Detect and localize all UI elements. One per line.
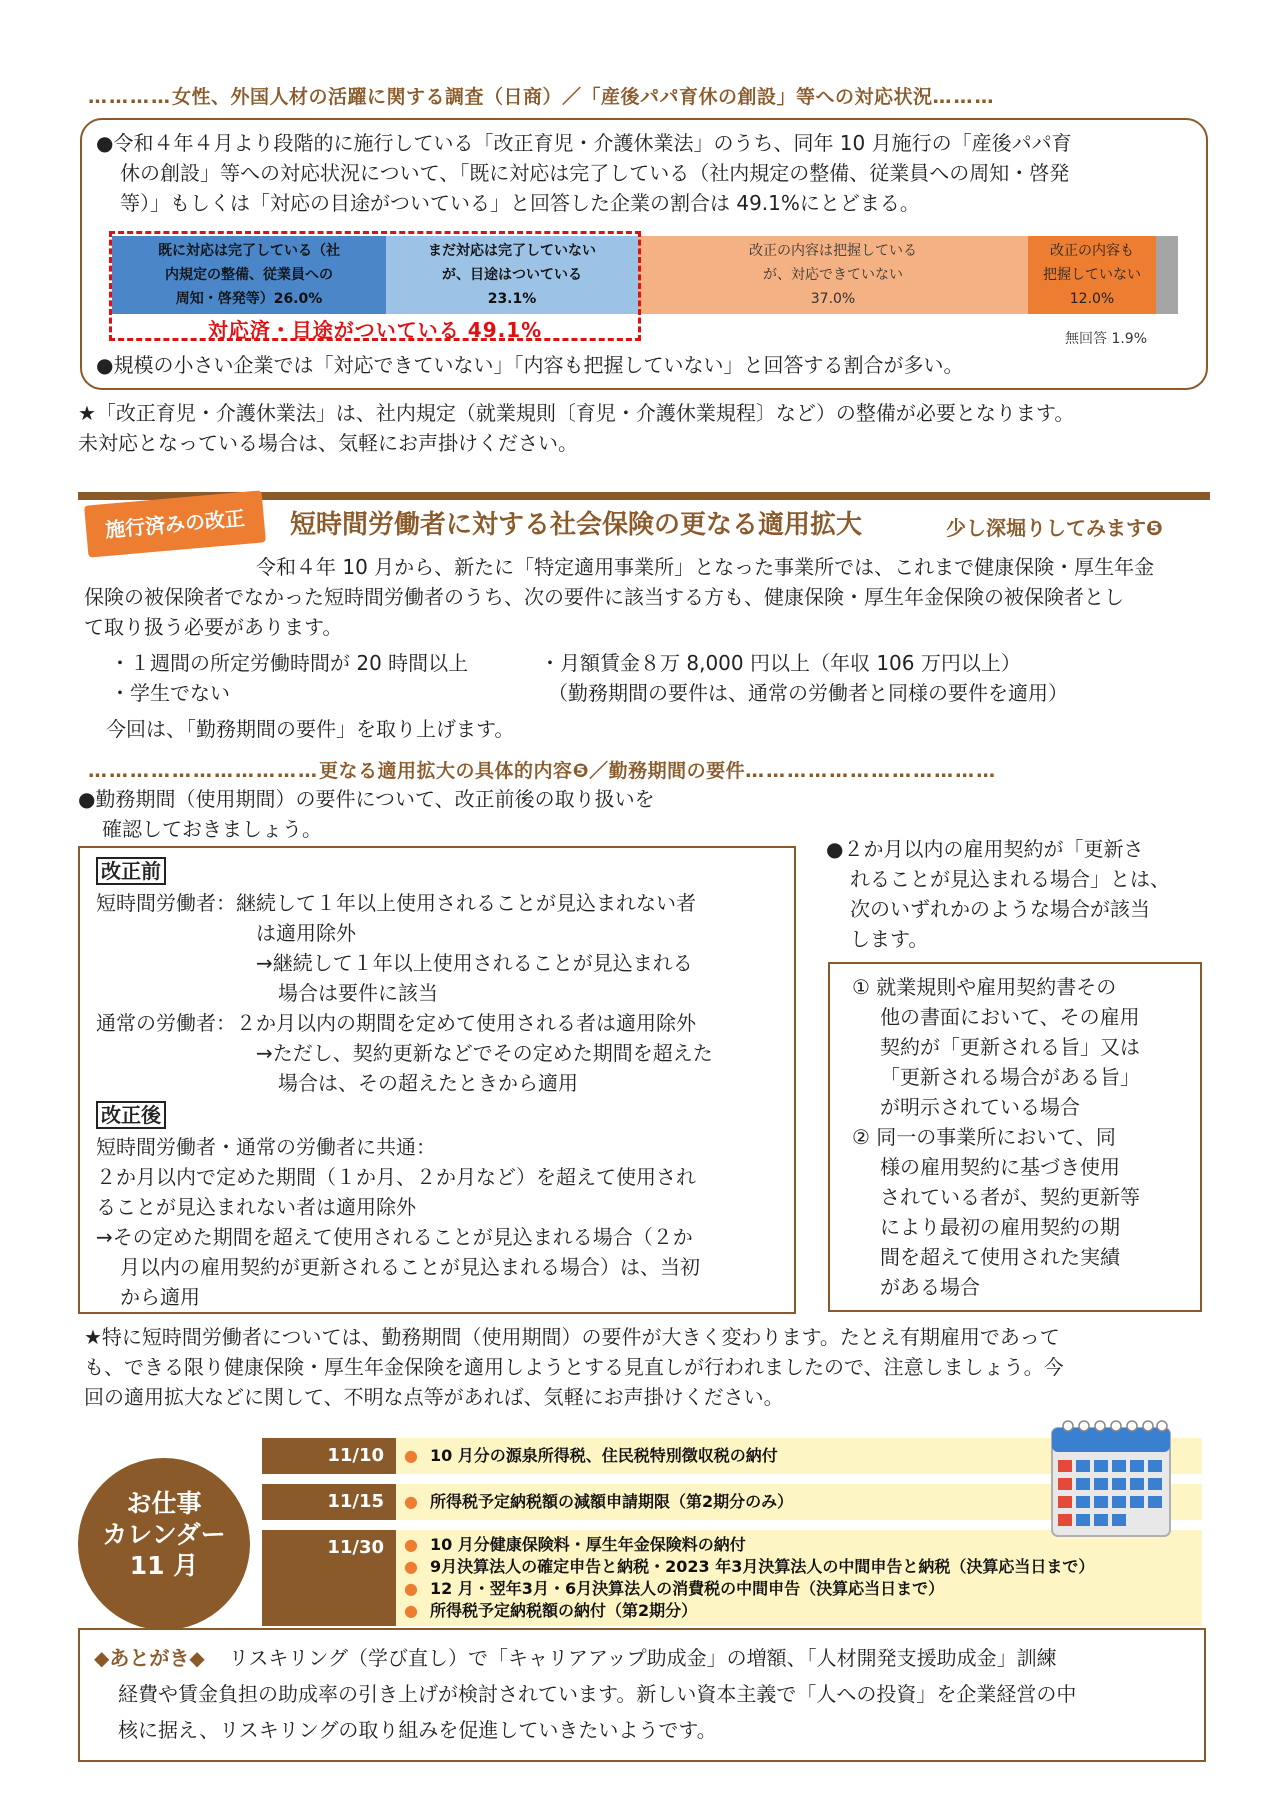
segment-label: 周知・啓発等）26.0% [175, 291, 323, 307]
segment-label: が、対応できていない [763, 267, 903, 283]
bullet-icon: ● [404, 1535, 418, 1554]
afterword-line: リスキリング（学び直し）で「キャリアアップ助成金」の増額、「人材開発支援助成金」訓練 [228, 1646, 1057, 1670]
star-note-line: も、できる限り健康保険・厚生年金保険を適用しようとする見直しが行われましたので、注意しましょう。今 [84, 1355, 1064, 1379]
body-line: 令和４年 10 月から、新たに「特定適用事業所」となった事業所では、これまで健康保険・厚生年金 [256, 555, 1155, 579]
before-after-content [96, 856, 786, 1312]
segment-label: 12.0% [1069, 291, 1115, 307]
star-note-line: 回の適用拡大などに関して、不明な点等があれば、気軽にお声掛けください。 [84, 1385, 784, 1409]
calendar-date: 11/15 [262, 1484, 396, 1520]
calendar-item: 所得税予定納税額の減額申請期限（第2期分のみ） [429, 1492, 794, 1511]
case-line: がある場合 [880, 1275, 980, 1299]
after-label: 改正後 [96, 1101, 166, 1129]
survey-footer-note: ●規模の小さい企業では「対応できていない」「内容も把握していない」と回答する割合が多い。 [96, 353, 964, 377]
after-line: ることが見込まれない者は適用除外 [96, 1195, 416, 1219]
dots-left: …………………………… [88, 760, 319, 782]
dots-right: ……… [932, 86, 996, 108]
segment-label: 改正の内容は把握している [749, 243, 917, 259]
segment-label: 把握していない [1043, 267, 1141, 283]
detail-intro-line: 確認しておきましょう。 [102, 817, 322, 841]
dots-left: ………… [88, 86, 172, 108]
calendar-row [396, 1530, 1202, 1626]
detail-intro-line: ●勤務期間（使用期間）の要件について、改正前後の取り扱いを [78, 787, 655, 811]
case-line: が明示されている場合 [880, 1095, 1080, 1119]
star-note-line: ★特に短時間労働者については、勤務期間（使用期間）の要件が大きく変わります。たとえ有期雇用であって [84, 1325, 1060, 1349]
requirements-left [110, 648, 468, 708]
before-line: 場合は要件に該当 [278, 981, 438, 1005]
requirement-item: ・月額賃金８万 8,000 円以上（年収 106 万円以上） [540, 651, 1021, 675]
case-line: 他の書面において、その雇用 [880, 1005, 1140, 1029]
section-subtitle: 少し深堀りしてみます❺ [946, 516, 1163, 540]
case-line: 様の雇用契約に基づき使用 [880, 1155, 1120, 1179]
survey-heading-text: 女性、外国人材の活躍に関する調査（日商）／「産後パパ育休の創設」等への対応状況 [172, 86, 933, 108]
case-line: されている者が、契約更新等 [880, 1185, 1140, 1209]
segment-label: が、目途はついている [442, 267, 582, 283]
bullet-icon: ● [404, 1446, 418, 1465]
body-line: て取り扱う必要があります。 [84, 615, 343, 639]
side-intro-line: れることが見込まれる場合」とは、 [850, 867, 1170, 891]
star-note-line: 未対応となっている場合は、気軽にお声掛けください。 [78, 431, 578, 455]
survey-heading [88, 82, 996, 109]
afterword-content [94, 1640, 1194, 1748]
highlight-label: 対応済・目途がついている 49.1% [207, 318, 543, 342]
calendar-item: 9月決算法人の確定申告と納税・2023 年3月決算法人の中間申告と納税（決算応当日まで） [429, 1557, 1095, 1576]
survey-intro [96, 128, 1196, 218]
calendar-title-badge [78, 1458, 250, 1630]
star-note-2 [84, 1322, 1214, 1412]
segment-label: 改正の内容も [1050, 243, 1134, 259]
afterword-label: ◆あとがき◆ [94, 1646, 205, 1670]
no-answer-label: 無回答 1.9% [1065, 331, 1148, 347]
side-cases [852, 972, 1192, 1302]
calendar-icon [1046, 1410, 1176, 1540]
after-line: 月以内の雇用契約が更新されることが見込まれる場合）は、当初 [120, 1255, 700, 1279]
section2-closing: 今回は、「勤務期間の要件」を取り上げます。 [106, 717, 515, 741]
calendar-item: 12 月・翌年3月・6月決算法人の消費税の中間申告（決算応当日まで） [429, 1579, 945, 1598]
before-line: →継続して１年以上使用されることが見込まれる [256, 951, 693, 975]
case-line: 「更新される場合がある旨」 [880, 1065, 1140, 1089]
requirement-item: （勤務期間の要件は、通常の労働者と同様の要件を適用） [548, 681, 1068, 705]
calendar-title-line: カレンダー [102, 1520, 226, 1549]
segment-label: 既に対応は完了している（社 [158, 243, 340, 259]
bullet-icon: ● [404, 1579, 418, 1598]
section-title: 短時間労働者に対する社会保険の更なる適用拡大 [290, 510, 863, 540]
case-line: により最初の雇用契約の期 [880, 1215, 1120, 1239]
segment-label: 37.0% [810, 291, 856, 307]
before-line: 場合は、その超えたときから適用 [278, 1071, 578, 1095]
requirements-right [540, 648, 1068, 708]
side-intro-line: します。 [850, 927, 929, 951]
before-line: は適用除外 [256, 921, 356, 945]
bullet-icon: ● [404, 1492, 418, 1511]
before-label: 改正前 [96, 857, 166, 885]
bullet-icon: ● [404, 1557, 418, 1576]
star-note-line: ★「改正育児・介護休業法」は、社内規定（就業規則〔育児・介護休業規程〕など）の整備が必要となります。 [78, 401, 1075, 425]
survey-intro-line: 休の創設」等への対応状況について、「既に対応は完了している（社内規定の整備、従業員への周知・啓発 [120, 161, 1070, 185]
survey-intro-line: 等）」もしくは「対応の目途がついている」と回答した企業の割合は 49.1%にとどまる。 [120, 191, 920, 215]
segment-label: 23.1% [487, 291, 537, 307]
calendar-item: 所得税予定納税額の納付（第2期分） [429, 1601, 698, 1620]
survey-intro-line: ●令和４年４月より段階的に施行している「改正育児・介護休業法」のうち、同年 10 月施行の「産後パパ育 [96, 131, 1072, 155]
after-line: 短時間労働者・通常の労働者に共通： [96, 1135, 436, 1159]
segment-label: 内規定の整備、従業員への [165, 267, 333, 283]
calendar-item: 10 月分健康保険料・厚生年金保険料の納付 [429, 1535, 746, 1554]
side-intro [826, 834, 1210, 954]
calendar-item: 10 月分の源泉所得税、住民税特別徴収税の納付 [429, 1446, 778, 1465]
bar-segment-not-aware [1028, 236, 1156, 314]
dots-right: ……………………………… [745, 760, 998, 782]
case-line: ① 就業規則や雇用契約書その [852, 975, 1117, 999]
revision-tag: 施行済みの改正 [84, 490, 266, 557]
before-line: 短時間労働者：継続して１年以上使用されることが見込まれない者 [96, 891, 696, 915]
case-line: 間を超えて使用された実績 [880, 1245, 1120, 1269]
detail-heading [88, 756, 997, 783]
body-line: 保険の被保険者でなかった短時間労働者のうち、次の要件に該当する方も、健康保険・厚生年金保険の被保険者とし [84, 585, 1124, 609]
calendar-date: 11/10 [262, 1438, 396, 1474]
calendar-title-line: お仕事 [126, 1489, 202, 1518]
afterword-line: 経費や賃金負担の助成率の引き上げが検討されています。新しい資本主義で「人への投資」を企業経営の中 [118, 1682, 1077, 1706]
section2-body [84, 552, 1214, 642]
after-line: →その定めた期間を超えて使用されることが見込まれる場合（２か [96, 1225, 693, 1249]
segment-label: まだ対応は完了していない [428, 243, 596, 259]
star-note-1 [78, 398, 1218, 458]
after-line: から適用 [120, 1285, 200, 1309]
calendar-date: 11/30 [262, 1530, 396, 1626]
side-intro-line: ●２か月以内の雇用契約が「更新さ [826, 837, 1144, 861]
bar-segment-no-answer [1156, 236, 1178, 314]
calendar-title-line: 11 月 [129, 1551, 199, 1580]
after-line: ２か月以内で定めた期間（１か月、２か月など）を超えて使用され [96, 1165, 696, 1189]
case-line: 契約が「更新される旨」又は [880, 1035, 1140, 1059]
detail-intro [78, 784, 655, 844]
case-line: ② 同一の事業所において、同 [852, 1125, 1116, 1149]
side-intro-line: 次のいずれかのような場合が該当 [850, 897, 1150, 921]
detail-heading-text: 更なる適用拡大の具体的内容❺／勤務期間の要件 [319, 760, 746, 782]
bar-segment-not-handled [638, 236, 1028, 314]
before-line: 通常の労働者：２か月以内の期間を定めて使用される者は適用除外 [96, 1011, 696, 1035]
afterword-line: 核に据え、リスキリングの取り組みを促進していきたいようです。 [118, 1718, 717, 1742]
requirement-item: ・学生でない [110, 681, 230, 705]
requirement-item: ・１週間の所定労働時間が 20 時間以上 [110, 651, 469, 675]
before-line: →ただし、契約更新などでその定めた期間を超えた [256, 1041, 713, 1065]
bullet-icon: ● [404, 1601, 418, 1620]
